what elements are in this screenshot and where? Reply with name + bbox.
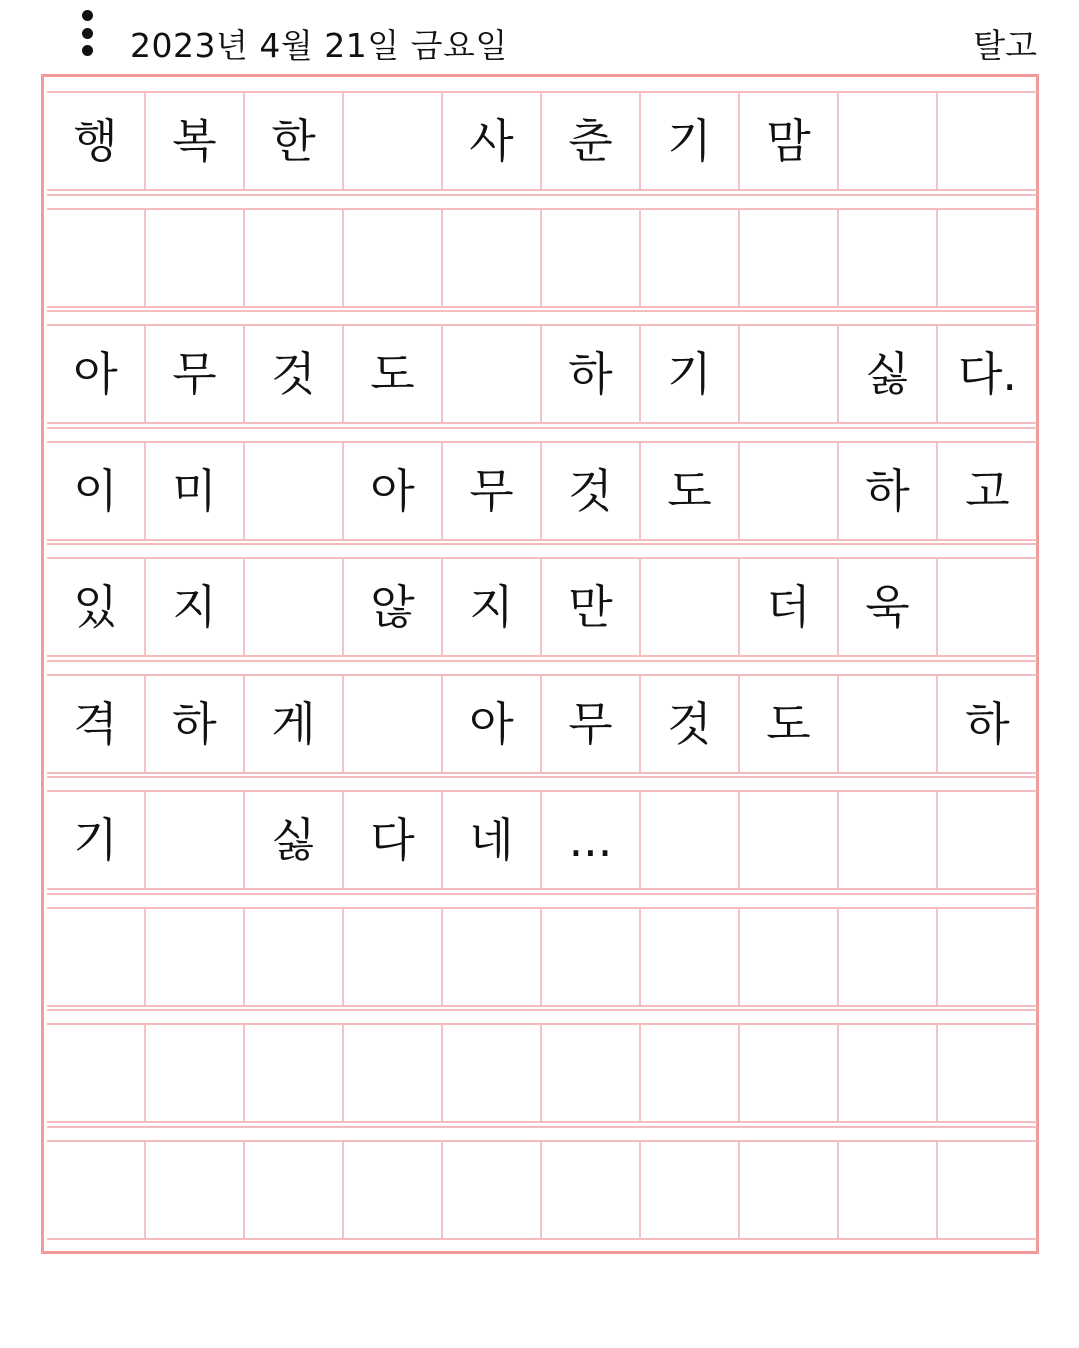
- grid-cell[interactable]: 만: [542, 559, 641, 655]
- grid-cell[interactable]: 있: [47, 559, 146, 655]
- grid-cell[interactable]: [641, 792, 740, 888]
- grid-cell[interactable]: 하: [146, 676, 245, 772]
- grid-cell[interactable]: [443, 1025, 542, 1121]
- grid-cell[interactable]: [542, 1025, 641, 1121]
- grid-cell[interactable]: [938, 909, 1037, 1005]
- grid-cell[interactable]: [542, 210, 641, 306]
- grid-cell[interactable]: 다: [344, 792, 443, 888]
- grid-cell[interactable]: 않: [344, 559, 443, 655]
- grid-row: [47, 907, 1037, 1007]
- grid-cell[interactable]: 네: [443, 792, 542, 888]
- grid-cell[interactable]: 도: [641, 443, 740, 539]
- grid-cell[interactable]: [740, 909, 839, 1005]
- grid-cell[interactable]: [245, 559, 344, 655]
- grid-cell[interactable]: 것: [641, 676, 740, 772]
- grid-cell[interactable]: [641, 1142, 740, 1238]
- grid-cell[interactable]: ...: [542, 792, 641, 888]
- grid-cell[interactable]: [245, 1025, 344, 1121]
- grid-cell[interactable]: 아: [344, 443, 443, 539]
- grid-cell[interactable]: [740, 326, 839, 422]
- grid-cell[interactable]: 것: [542, 443, 641, 539]
- grid-cell[interactable]: [740, 210, 839, 306]
- grid-cell[interactable]: [740, 792, 839, 888]
- grid-cell[interactable]: 아: [443, 676, 542, 772]
- grid-cell[interactable]: 싫: [245, 792, 344, 888]
- grid-row: [47, 441, 1037, 541]
- grid-cell[interactable]: [740, 1142, 839, 1238]
- grid-row: [47, 1023, 1037, 1123]
- grid-cell[interactable]: 싫: [839, 326, 938, 422]
- grid-cell[interactable]: [839, 1025, 938, 1121]
- grid-cell[interactable]: 무: [443, 443, 542, 539]
- grid-row: [47, 324, 1037, 424]
- grid-cell[interactable]: 사: [443, 93, 542, 189]
- grid-cell[interactable]: 하: [839, 443, 938, 539]
- grid-cell[interactable]: [740, 443, 839, 539]
- grid-cell[interactable]: [641, 909, 740, 1005]
- grid-cell[interactable]: 기: [641, 326, 740, 422]
- grid-cell[interactable]: 복: [146, 93, 245, 189]
- grid-cell[interactable]: [344, 676, 443, 772]
- grid-cell[interactable]: [146, 1025, 245, 1121]
- grid-row: [47, 1140, 1037, 1240]
- grid-cell[interactable]: 무: [146, 326, 245, 422]
- grid-cell[interactable]: [938, 792, 1037, 888]
- grid-cell[interactable]: [443, 326, 542, 422]
- grid-cell[interactable]: [839, 1142, 938, 1238]
- grid-row: [47, 91, 1037, 191]
- grid-row: [47, 674, 1037, 774]
- grid-cell[interactable]: [47, 909, 146, 1005]
- top-bar: [0, 0, 1079, 74]
- grid-cell[interactable]: [938, 559, 1037, 655]
- grid-cell[interactable]: [344, 93, 443, 189]
- grid-cell[interactable]: [344, 1025, 443, 1121]
- grid-cell[interactable]: [344, 210, 443, 306]
- grid-cell[interactable]: 하: [542, 326, 641, 422]
- grid-cell[interactable]: [47, 1025, 146, 1121]
- grid-cell[interactable]: [146, 909, 245, 1005]
- grid-cell[interactable]: [443, 1142, 542, 1238]
- grid-cell[interactable]: 다.: [957, 347, 1018, 401]
- grid-row: [47, 208, 1037, 308]
- grid-cell[interactable]: [938, 1025, 1037, 1121]
- grid-row: [47, 790, 1037, 890]
- grid-cell[interactable]: [938, 1142, 1037, 1238]
- dot: [82, 10, 93, 21]
- grid-cell[interactable]: 아: [47, 326, 146, 422]
- grid-cell[interactable]: 도: [740, 676, 839, 772]
- grid-cell[interactable]: 지: [146, 559, 245, 655]
- grid-cell[interactable]: [344, 909, 443, 1005]
- grid-cell[interactable]: [542, 1142, 641, 1238]
- grid-cell[interactable]: [938, 93, 1037, 189]
- grid-cell[interactable]: 맘: [740, 93, 839, 189]
- grid-cell[interactable]: [839, 909, 938, 1005]
- grid-cell[interactable]: [245, 909, 344, 1005]
- grid-cell[interactable]: [443, 210, 542, 306]
- grid-cell[interactable]: [245, 210, 344, 306]
- grid-cell[interactable]: [146, 210, 245, 306]
- grid-cell[interactable]: [47, 210, 146, 306]
- grid-cell[interactable]: 기: [641, 93, 740, 189]
- grid-cell[interactable]: [839, 93, 938, 189]
- grid-cell[interactable]: 욱: [839, 559, 938, 655]
- grid-cell[interactable]: [245, 443, 344, 539]
- grid-cell[interactable]: 한: [245, 93, 344, 189]
- grid-cell[interactable]: 격: [47, 676, 146, 772]
- grid-cell[interactable]: 하: [965, 696, 1010, 751]
- grid-cell[interactable]: 이: [47, 443, 146, 539]
- manuscript-grid: [47, 91, 1037, 1256]
- grid-cell[interactable]: 미: [146, 443, 245, 539]
- grid-cell[interactable]: [938, 210, 1037, 306]
- grid-cell[interactable]: 무: [542, 676, 641, 772]
- grid-cell[interactable]: [443, 909, 542, 1005]
- grid-cell[interactable]: 게: [245, 676, 344, 772]
- grid-cell[interactable]: 행: [47, 93, 146, 189]
- grid-cell[interactable]: [839, 210, 938, 306]
- dot: [82, 28, 93, 39]
- grid-cell[interactable]: [146, 792, 245, 888]
- grid-cell[interactable]: 고: [965, 463, 1010, 518]
- grid-cell[interactable]: 기: [47, 792, 146, 888]
- entry-date: 2023년 4월 21일 금요일: [130, 26, 508, 65]
- grid-cell[interactable]: [839, 792, 938, 888]
- grid-cell[interactable]: [344, 1142, 443, 1238]
- manuscript-sheet: [41, 74, 1039, 1254]
- grid-cell[interactable]: 것: [245, 326, 344, 422]
- grid-cell[interactable]: 춘: [542, 93, 641, 189]
- grid-row: [47, 557, 1037, 657]
- grid-cell[interactable]: [146, 1142, 245, 1238]
- grid-cell[interactable]: [542, 909, 641, 1005]
- finish-button[interactable]: 탈고: [973, 26, 1037, 65]
- dot: [82, 45, 93, 56]
- grid-cell[interactable]: [641, 559, 740, 655]
- grid-cell[interactable]: [47, 1142, 146, 1238]
- grid-cell[interactable]: 도: [344, 326, 443, 422]
- grid-cell[interactable]: 지: [443, 559, 542, 655]
- grid-cell[interactable]: [641, 1025, 740, 1121]
- grid-cell[interactable]: [839, 676, 938, 772]
- grid-cell[interactable]: [641, 210, 740, 306]
- grid-cell[interactable]: [740, 1025, 839, 1121]
- grid-cell[interactable]: [245, 1142, 344, 1238]
- grid-cell[interactable]: 더: [740, 559, 839, 655]
- more-options-icon[interactable]: [74, 10, 100, 56]
